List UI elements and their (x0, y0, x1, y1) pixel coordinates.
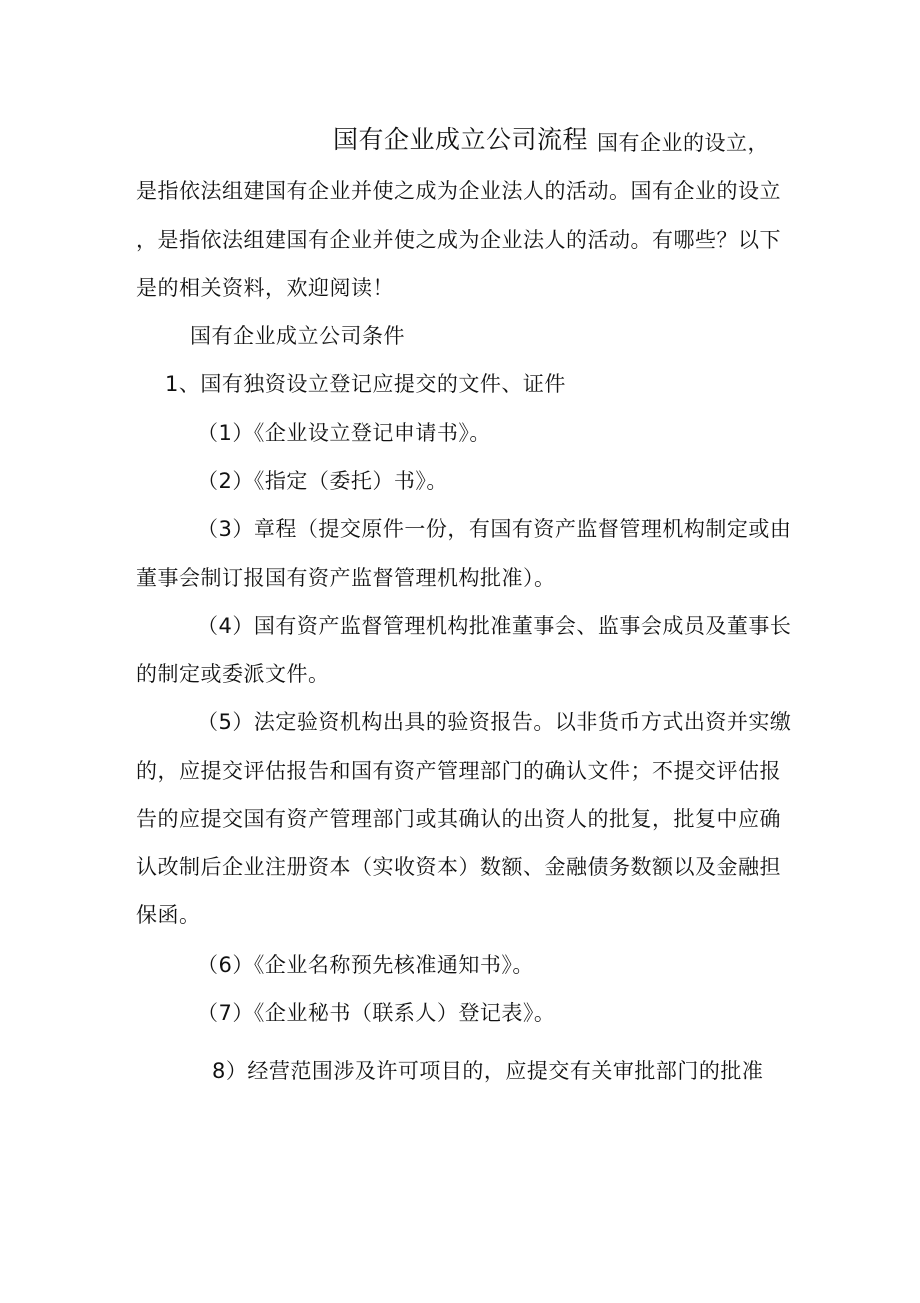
list-item-1: （1）《企业设立登记申请书》。 (197, 421, 491, 445)
intro-line-3: ，是指依法组建国有企业并使之成为企业法人的活动。有哪些？以下 (136, 228, 781, 252)
section-heading: 国有企业成立公司条件 (190, 324, 405, 348)
list-item-5-line-4: 认改制后企业注册资本（实收资本）数额、金融债务数额以及金融担 (136, 855, 781, 879)
list-item-8: 8）经营范围涉及许可项目的，应提交有关审批部门的批准 (212, 1059, 764, 1083)
intro-line-4: 是的相关资料，欢迎阅读！ (136, 276, 394, 300)
list-item-4-line-2: 的制定或委派文件。 (136, 662, 330, 686)
list-item-7: （7）《企业秘书（联系人）登记表》。 (197, 1001, 556, 1025)
intro-line-2: 是指依法组建国有企业并使之成为企业法人的活动。国有企业的设立 (136, 179, 781, 203)
document-title: 国有企业成立公司流程 (333, 125, 589, 154)
list-item-4-line-1: （4）国有资产监督管理机构批准董事会、监事会成员及董事长 (197, 614, 792, 638)
list-item-5-line-1: （5）法定验资机构出具的验资报告。以非货币方式出资并实缴 (197, 710, 792, 734)
list-item-5-line-2: 的，应提交评估报告和国有资产管理部门的确认文件；不提交评估报 (136, 759, 781, 783)
intro-line-1: 国有企业的设立， (597, 131, 769, 155)
list-item-3-line-2: 董事会制订报国有资产监督管理机构批准）。 (136, 566, 556, 590)
list-item-3-line-1: （3）章程（提交原件一份，有国有资产监督管理机构制定或由 (197, 517, 792, 541)
item1-heading: 1、国有独资设立登记应提交的文件、证件 (165, 372, 566, 396)
list-item-5-line-5: 保函。 (136, 903, 201, 927)
list-item-5-line-3: 告的应提交国有资产管理部门或其确认的出资人的批复，批复中应确 (136, 807, 781, 831)
list-item-6: （6）《企业名称预先核准通知书》。 (197, 953, 534, 977)
list-item-2: （2）《指定（委托）书》。 (197, 469, 448, 493)
